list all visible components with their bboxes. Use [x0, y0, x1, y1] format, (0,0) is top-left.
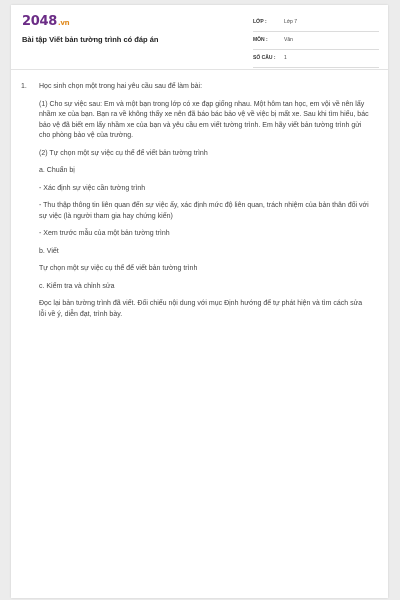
question-paragraph: Đọc lại bản tường trình đã viết. Đối chiếu nội dung với mục Định hướng để tự phát hiện và tìm cách sửa lỗi về ý, diễn đạt, trình bày.	[39, 300, 363, 318]
meta-row-subject	[253, 34, 379, 50]
logo-main-text: 2048	[22, 14, 57, 29]
document-title: Bài tập Viết bản tường trình có đáp án	[22, 35, 159, 44]
logo-tld-text: .vn	[57, 19, 70, 27]
question-paragraph: - Thu thập thông tin liên quan đến sự việc ấy, xác định mức độ liên quan, trách nhiệm của bản thân đối với sự việc (là người tham gia hay chứng kiến)	[39, 202, 369, 220]
question-paragraph: a. Chuẩn bị	[39, 167, 75, 174]
site-logo[interactable]	[22, 14, 69, 29]
meta-row-question-count	[253, 52, 379, 68]
question-body	[39, 82, 371, 320]
meta-label-question-count: SỐ CÂU :	[253, 55, 276, 61]
question-number: 1.	[21, 83, 27, 90]
question-paragraph: Tự chọn một sự việc cụ thể để viết bản tường trình	[39, 265, 198, 272]
question-paragraph: (2) Tự chọn một sự việc cụ thể để viết bản tường trình	[39, 149, 208, 157]
meta-value-class: Lớp 7	[284, 19, 298, 25]
question-content	[21, 82, 371, 327]
document-header	[11, 5, 388, 65]
question-paragraph: b. Viết	[39, 247, 59, 255]
meta-value-subject: Văn	[284, 37, 293, 43]
question-paragraph: c. Kiểm tra và chỉnh sửa	[39, 282, 115, 290]
question-paragraph: Học sinh chọn một trong hai yêu cầu sau để làm bài:	[39, 83, 203, 90]
meta-row-class	[253, 16, 379, 32]
meta-label-class: LỚP :	[253, 19, 267, 25]
meta-info	[253, 16, 379, 70]
question-paragraph: - Xem trước mẫu của một bản tường trình	[39, 230, 170, 237]
question-paragraph: - Xác định sự việc cần tường trình	[39, 184, 146, 192]
meta-label-subject: MÔN :	[253, 37, 268, 43]
meta-value-question-count: 1	[284, 55, 287, 61]
header-divider	[11, 69, 388, 70]
document-page	[11, 5, 388, 598]
question-paragraph: (1) Cho sự việc sau: Em và một bạn trong lớp có xe đạp giống nhau. Một hôm tan học, em vội về nên lấy nhầm xe của bạn. Bạn ra về không thấy xe nên đã báo bác bảo vệ về việc bị mất xe. Sau khi tìm hiểu, bác bảo vệ đã biết em lấy nhầm xe của bạn và yêu cầu em viết tường trình. Em hãy viết bản tường trình gửi cho phòng bảo vệ của trường.	[39, 100, 369, 139]
